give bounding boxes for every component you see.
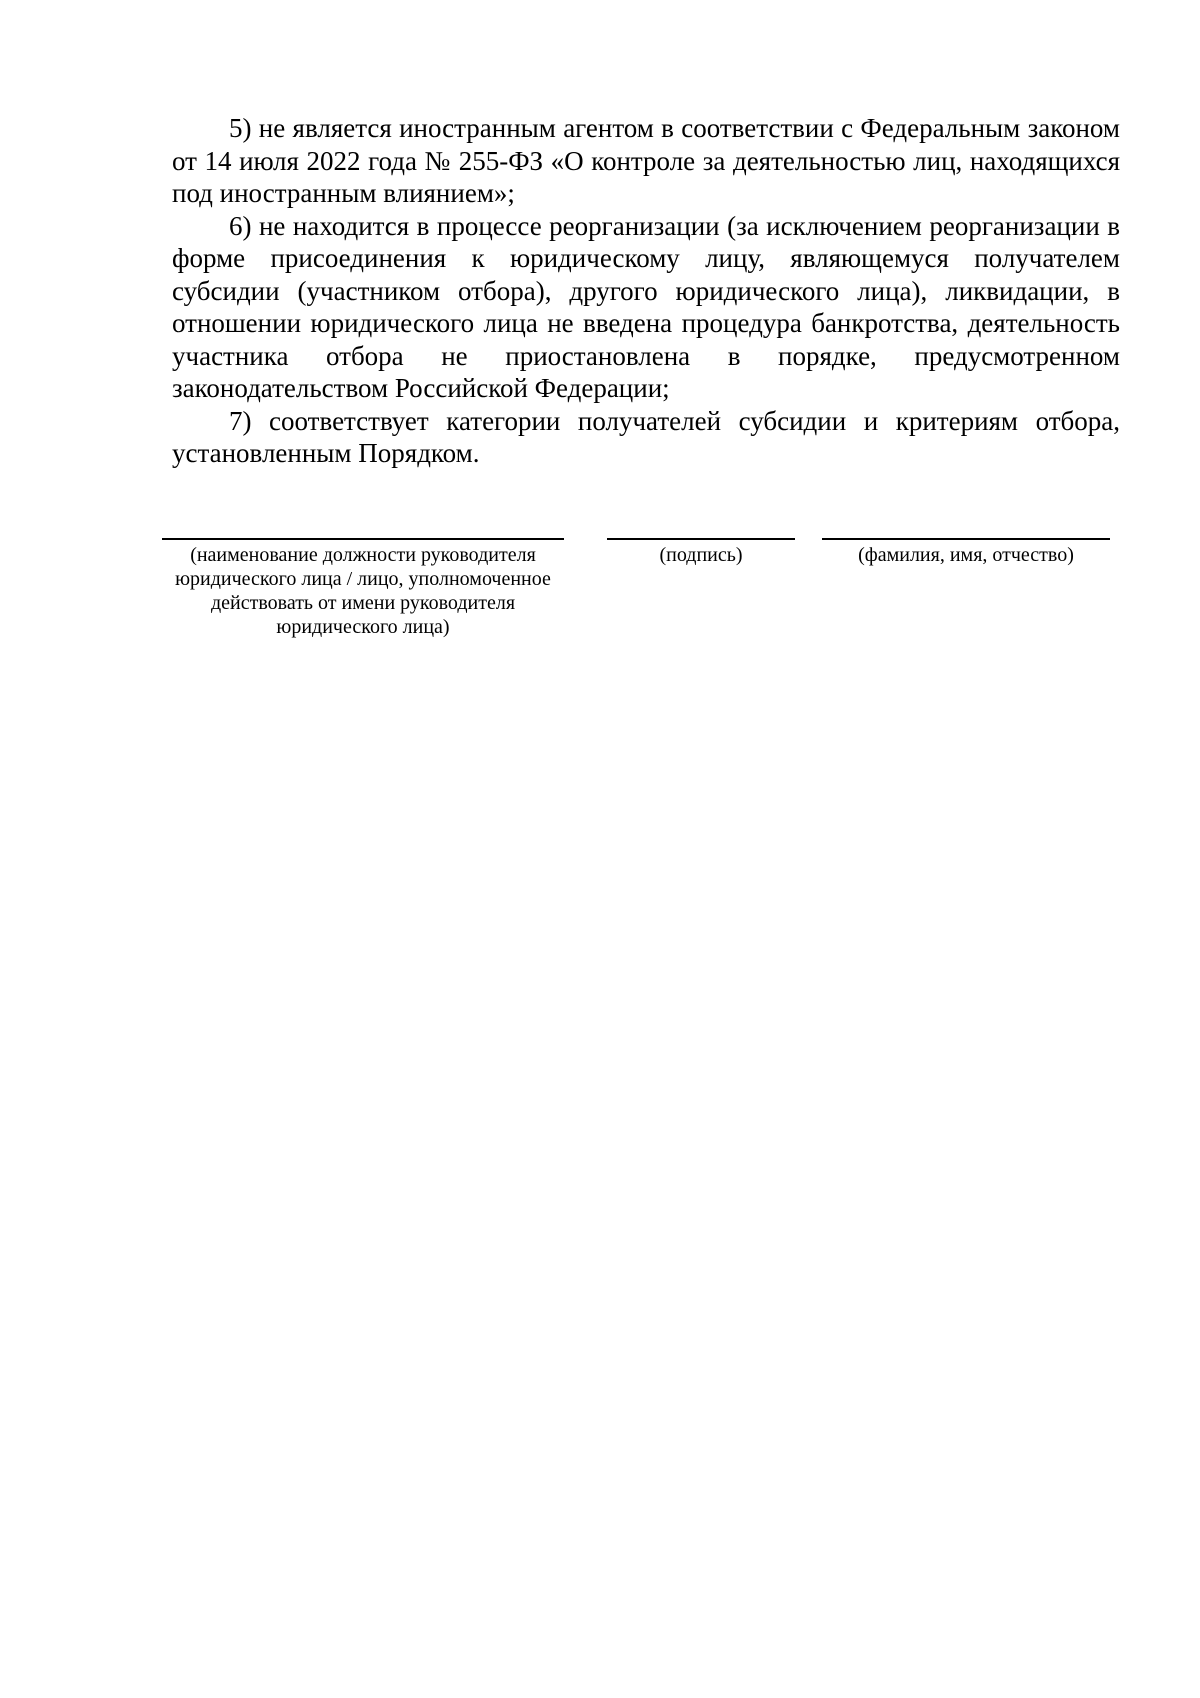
- position-blank-line: [162, 538, 564, 540]
- document-body: [172, 112, 1120, 470]
- signature-blank-line: [607, 538, 795, 540]
- name-caption: (фамилия, имя, отчество): [858, 544, 1074, 566]
- paragraph-item-7: 7) соответствует категории получателей субсидии и критериям отбора, установленным Порядком.: [172, 405, 1120, 468]
- signature-caption: (подпись): [659, 544, 743, 566]
- signature-sign-block: [607, 538, 795, 567]
- paragraph-item-6: 6) не находится в процессе реорганизации (за исключением реорганизации в форме присоединения к юридическому лицу, являющемуся получателем субсидии (участником отбора), другого юридического лица), ликвидации, в отношении юридического лица не введена процедура банкротства, деятельность участника отбора не приостановлена в порядке, предусмотренном законодательством Российской Федерации;: [172, 210, 1120, 403]
- position-caption: (наименование должности руководителя юридического лица / лицо, уполномоченное действовать от имени руководителя юридического лица): [175, 544, 551, 638]
- signature-name-block: [822, 538, 1110, 567]
- signature-position-block: [162, 538, 564, 639]
- name-blank-line: [822, 538, 1110, 540]
- paragraph-item-5: 5) не является иностранным агентом в соответствии с Федеральным законом от 14 июля 2022 года № 255-ФЗ «О контроле за деятельностью лиц, находящихся под иностранным влиянием»;: [172, 113, 1120, 208]
